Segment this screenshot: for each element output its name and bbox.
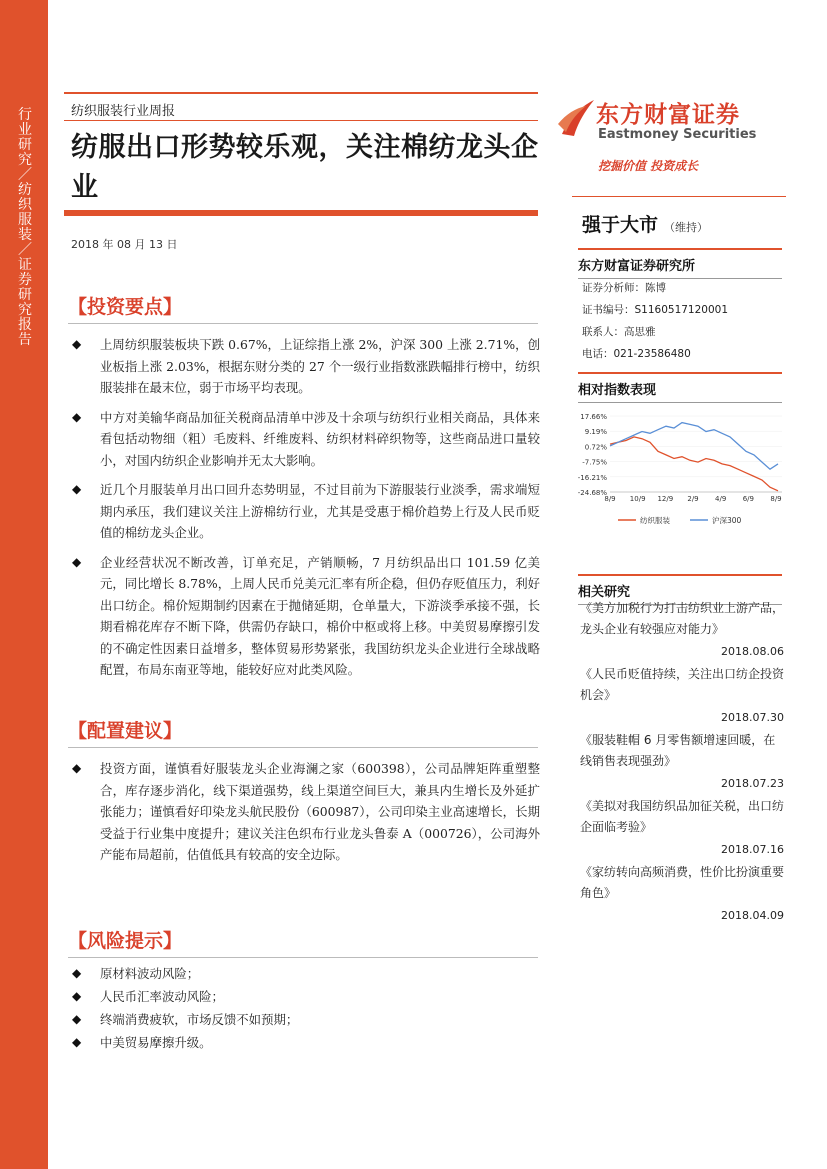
rating-value: 强于大市 [582, 214, 659, 236]
logo-icon [556, 96, 596, 140]
related-date: 2018.07.30 [721, 711, 784, 724]
x-tick-label: 6/9 [742, 495, 754, 503]
diamond-icon: ◆ [72, 1035, 82, 1049]
side-char: 究 [18, 152, 32, 168]
y-tick-label: -7.75% [582, 458, 607, 467]
right-rule [572, 196, 786, 197]
x-tick-label: 12/9 [657, 495, 674, 503]
risk-list [72, 962, 540, 1054]
bullet-text: 人民币汇率波动风险； [100, 989, 224, 1004]
allocation-list [72, 758, 540, 874]
diamond-icon: ◆ [72, 989, 82, 1003]
bullet-text: 企业经营状况不断改善，订单充足，产销顺畅，7 月纺织品出口 101.59 亿美元，同比增长 8.78%，上周人民币兑美元汇率有所企稳，但仍存贬值压力，利好出口纺企。棉价短期制约因素在于抛储延期，仓单量大，下游淡季承接不强，长期看棉花库存不断下降，供需仍存缺口，棉价中枢或将上移。中美贸易摩擦引发的不确定性因素日益增多，整体贸易形势紧张，我国纺织龙头企业进行全球战略配置，布局东南亚等地，能较好应对此类风险。 [100, 554, 540, 677]
y-tick-label: -24.68% [577, 489, 607, 497]
y-tick-label: -16.21% [577, 473, 607, 482]
related-title[interactable]: 《美方加税行为打击纺织业上游产品，龙头企业有较强应对能力》 [580, 601, 785, 636]
related-title[interactable]: 《家纺转向高频消费，性价比扮演重要角色》 [580, 865, 785, 900]
report-date: 2018 年 08 月 13 日 [71, 238, 178, 251]
side-char: 证 [18, 257, 32, 273]
side-char: 织 [18, 197, 32, 213]
diamond-icon: ◆ [72, 409, 82, 424]
series-line-hs300 [610, 423, 778, 470]
contact: 联系人：高思雅 [582, 326, 656, 338]
y-tick-label: 0.72% [584, 443, 607, 452]
report-category: 纺织服装行业周报 [71, 104, 176, 119]
bullet-item [72, 407, 540, 472]
x-tick-label: 10/9 [629, 495, 646, 503]
chart-svg [576, 408, 786, 540]
related-date: 2018.07.16 [721, 843, 784, 856]
diamond-icon: ◆ [72, 337, 82, 351]
bullet-text: 中美贸易摩擦升级。 [100, 1035, 212, 1050]
bullet-item [72, 985, 540, 1008]
side-char: 研 [18, 137, 32, 153]
bullet-text: 原材料波动风险； [100, 966, 200, 981]
y-tick-label: 17.66% [580, 413, 607, 421]
diamond-icon: ◆ [72, 1012, 82, 1026]
related-heading: 相关研究 [578, 574, 782, 605]
analyst: 证券分析师：陈博 [582, 282, 666, 294]
bullet-item [72, 334, 540, 399]
side-char: 装 [18, 227, 32, 243]
related-date: 2018.08.06 [721, 645, 784, 658]
institute-heading: 东方财富证券研究所 [578, 248, 782, 279]
rating-note: （维持） [664, 221, 709, 234]
diamond-icon: ◆ [72, 761, 82, 775]
x-tick-label: 2/9 [687, 495, 699, 503]
bullet-text: 上周纺织服装板块下跌 0.67%，上证综指上涨 2%，沪深 300 上涨 2.71%，创业板指上涨 2.03%，根据东财分类的 27 个一级行业指数涨跌幅排行榜中，纺织服装排在最末位，弱于市场平均表现。 [100, 337, 540, 395]
rating [582, 210, 708, 237]
related-date: 2018.07.23 [721, 777, 784, 790]
bullet-item [72, 479, 540, 544]
side-char: ／ [18, 242, 32, 258]
side-char: 报 [18, 317, 32, 333]
chart-heading: 相对指数表现 [578, 372, 782, 403]
series-line-textile [610, 437, 778, 491]
logo-text-cn: 东方财富证券 [596, 102, 740, 128]
allocation-heading: 【配置建议】 [68, 716, 538, 748]
logo-text-en: Eastmoney Securities [598, 127, 757, 142]
side-char: 业 [18, 122, 32, 138]
bullet-item [72, 1031, 540, 1054]
bullet-text: 投资方面，谨慎看好服装龙头企业海澜之家（600398），公司品牌矩阵重塑整合，库存逐步消化，线下渠道强势，线上渠道空间巨大，兼具内生增长及外延扩张能力；谨慎看好印染龙头航民股份（600987），公司印染主业高速增长，长期受益于行业集中度提升；建议关注色织布行业龙头鲁泰 A（000726），公司海外产能布局超前，估值低具有较高的安全边际。 [100, 761, 540, 862]
bullet-item [72, 552, 540, 681]
bullet-item [72, 962, 540, 985]
diamond-icon: ◆ [72, 966, 82, 980]
x-tick-label: 8/9 [604, 495, 616, 503]
relative-index-chart [576, 408, 786, 540]
related-title[interactable]: 《美拟对我国纺织品加征关税，出口纺企面临考验》 [580, 799, 785, 834]
risk-heading: 【风险提示】 [68, 926, 538, 958]
side-char: 究 [18, 302, 32, 318]
side-label [14, 108, 36, 348]
side-char: 券 [18, 272, 32, 288]
investment-heading: 【投资要点】 [68, 292, 538, 324]
side-char: 行 [18, 107, 32, 123]
title-bar [64, 210, 538, 216]
slogan: 挖掘价值 投资成长 [598, 159, 699, 173]
investment-list [72, 334, 540, 689]
related-list [580, 598, 786, 928]
bullet-text: 近几个月服装单月出口回升态势明显，不过目前为下游服装行业淡季，需求端短期内承压，我们建议关注上游棉纺行业，尤其是受惠于棉价趋势上行及人民币贬值的棉纺龙头企业。 [100, 482, 540, 540]
related-date: 2018.04.09 [721, 909, 784, 922]
bullet-text: 中方对美输华商品加征关税商品清单中涉及十余项与纺织行业相关商品，具体来看包括动物细（粗）毛废料、纤维废料、纺织材料碎织物等，这些商品进口量较小，对国内纺织企业影响并无太大影响。 [100, 409, 540, 468]
diamond-icon: ◆ [72, 482, 82, 496]
related-title[interactable]: 《人民币贬值持续，关注出口纺企投资机会》 [580, 667, 785, 702]
side-char: 告 [18, 332, 32, 348]
legend-label: 纺织服装 [640, 516, 670, 525]
side-bar [0, 0, 48, 1169]
legend-label: 沪深300 [712, 516, 742, 525]
diamond-icon: ◆ [72, 554, 82, 569]
top-rule [64, 92, 538, 94]
side-char: 服 [18, 212, 32, 228]
brand-logo [556, 96, 766, 156]
cert-number: 证书编号：S1160517120001 [582, 304, 729, 316]
related-title[interactable]: 《服装鞋帽 6 月零售额增速回暖，在线销售表现强劲》 [580, 733, 776, 768]
y-tick-label: 9.19% [584, 428, 607, 437]
x-tick-label: 8/9 [770, 495, 782, 503]
phone: 电话：021-23586480 [582, 348, 691, 360]
report-title: 纺服出口形势较乐观，关注棉纺龙头企业 [71, 132, 539, 203]
side-char: ／ [18, 167, 32, 183]
header-rule [64, 120, 538, 121]
x-tick-label: 4/9 [715, 495, 727, 503]
bullet-item [72, 1008, 540, 1031]
side-char: 纺 [18, 182, 32, 198]
bullet-text: 终端消费疲软，市场反馈不如预期； [100, 1012, 299, 1027]
bullet-item [72, 758, 540, 866]
side-char: 研 [18, 287, 32, 303]
